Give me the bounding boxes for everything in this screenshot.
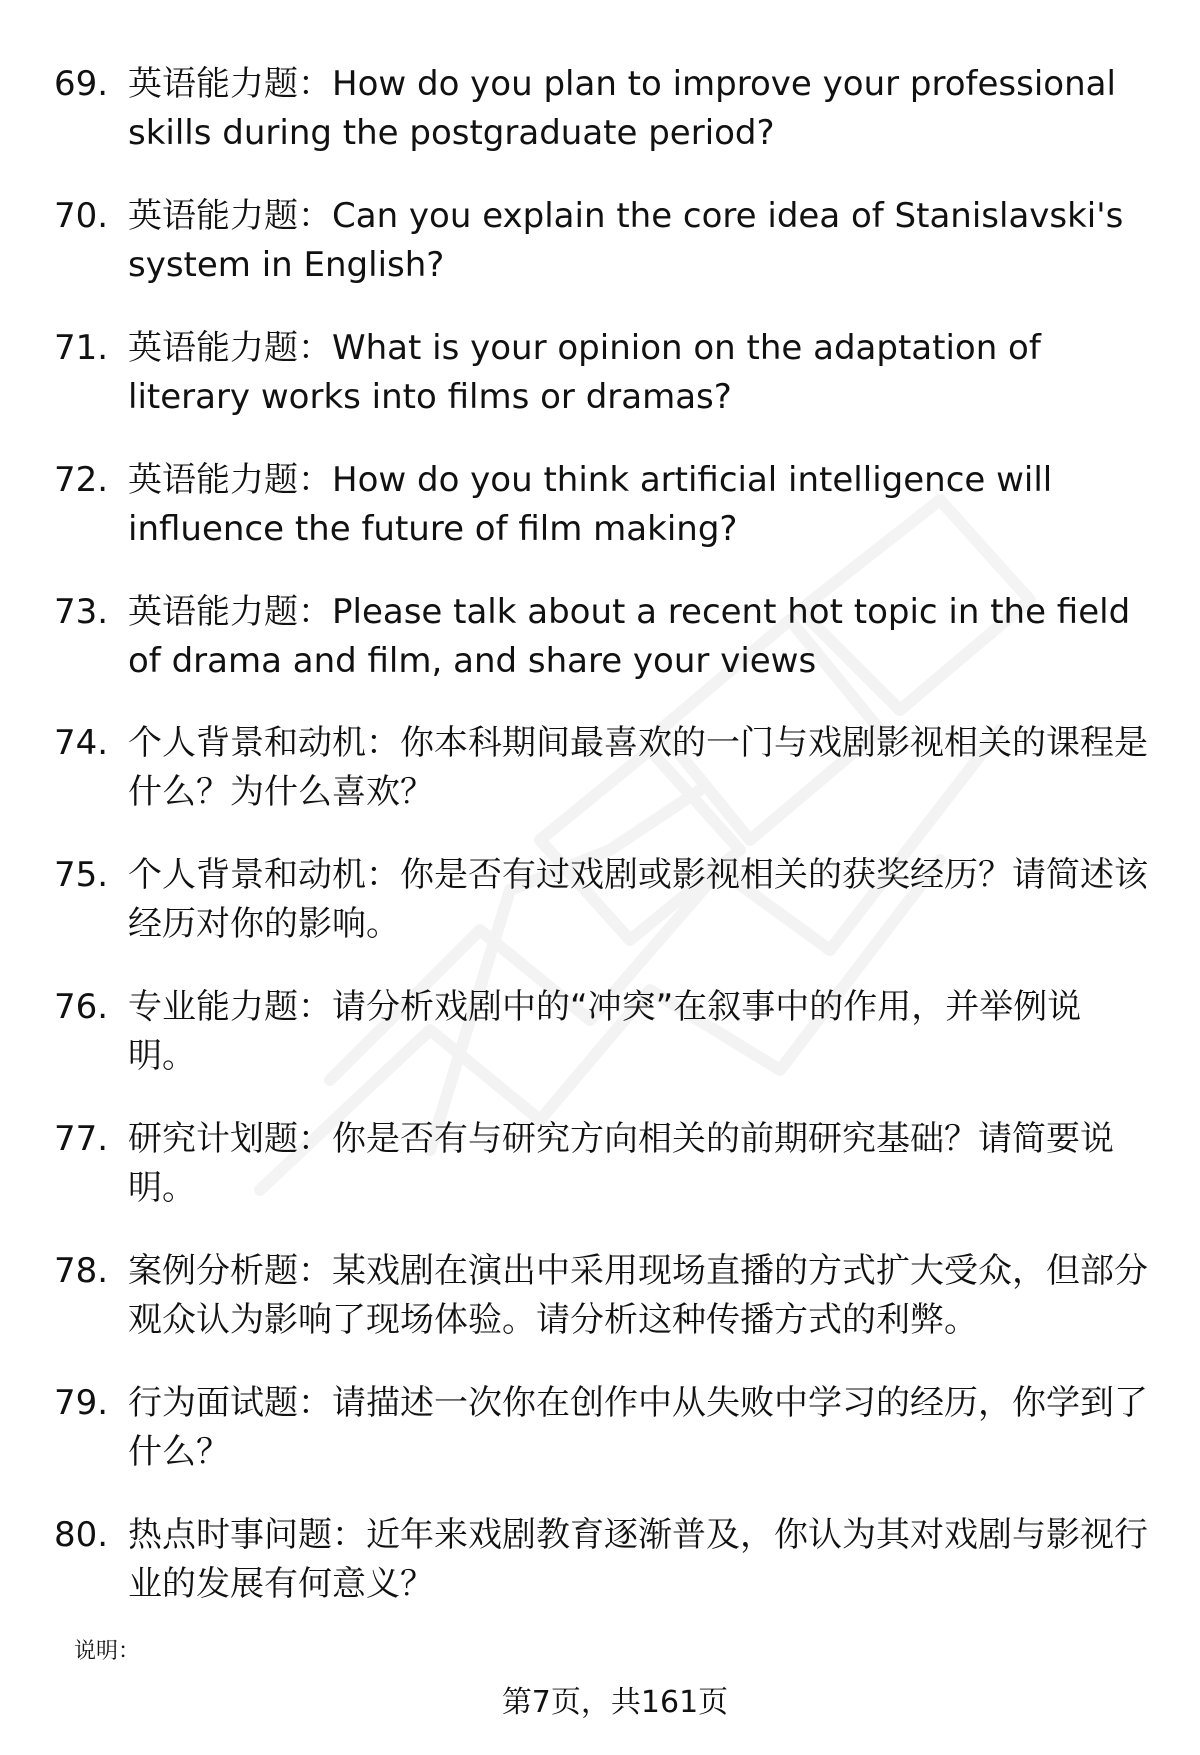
question-item [0, 851, 1200, 983]
question-item [0, 60, 1200, 192]
question-item [0, 1247, 1200, 1379]
page-number: 第7页，共161页 [501, 1685, 729, 1720]
question-text: 英语能力题：Can you explain the core idea of Stanislavski's system in English? [128, 195, 1124, 285]
footer-note-label: 说明： [74, 1639, 141, 1664]
question-number: 72. [54, 459, 109, 500]
question-item [0, 983, 1200, 1115]
question-text: 专业能力题：请分析戏剧中的“冲突”在叙事中的作用，并举例说明。 [128, 987, 1082, 1077]
question-item [0, 1511, 1200, 1643]
question-list [0, 60, 1200, 1643]
question-item [0, 192, 1200, 324]
question-number: 73. [54, 591, 109, 632]
question-text: 英语能力题：How do you think artificial intelligence will influence the future of film making? [128, 459, 1053, 549]
question-text: 研究计划题：你是否有与研究方向相关的前期研究基础？请简要说明。 [128, 1119, 1114, 1209]
question-text: 案例分析题：某戏剧在演出中采用现场直播的方式扩大受众，但部分观众认为影响了现场体验。请分析这种传播方式的利弊。 [128, 1251, 1148, 1341]
question-text: 热点时事问题：近年来戏剧教育逐渐普及，你认为其对戏剧与影视行业的发展有何意义？ [128, 1514, 1148, 1604]
question-number: 77. [54, 1119, 109, 1160]
question-number: 75. [54, 855, 109, 896]
question-text: 个人背景和动机：你是否有过戏剧或影视相关的获奖经历？请简述该经历对你的影响。 [128, 855, 1148, 945]
question-number: 71. [54, 327, 109, 368]
question-text: 行为面试题：请描述一次你在创作中从失败中学习的经历，你学到了什么？ [128, 1382, 1148, 1472]
question-number: 76. [54, 987, 109, 1028]
question-text: 英语能力题：What is your opinion on the adaptation of literary works into films or dramas? [128, 327, 1041, 417]
question-number: 78. [54, 1251, 109, 1292]
question-item [0, 456, 1200, 588]
question-number: 80. [54, 1514, 109, 1555]
question-text: 英语能力题：Please talk about a recent hot topic in the field of drama and film, and share your views [128, 591, 1131, 681]
question-number: 79. [54, 1382, 109, 1423]
question-number: 69. [54, 64, 109, 104]
question-item [0, 719, 1200, 851]
question-item [0, 1115, 1200, 1247]
question-number: 74. [54, 723, 109, 764]
question-item [0, 1379, 1200, 1511]
question-text: 个人背景和动机：你本科期间最喜欢的一门与戏剧影视相关的课程是什么？为什么喜欢？ [128, 723, 1148, 813]
question-item [0, 324, 1200, 456]
question-text: 英语能力题：How do you plan to improve your professional skills during the postgraduate period? [128, 64, 1116, 153]
question-number: 70. [54, 195, 109, 236]
question-item [0, 588, 1200, 720]
